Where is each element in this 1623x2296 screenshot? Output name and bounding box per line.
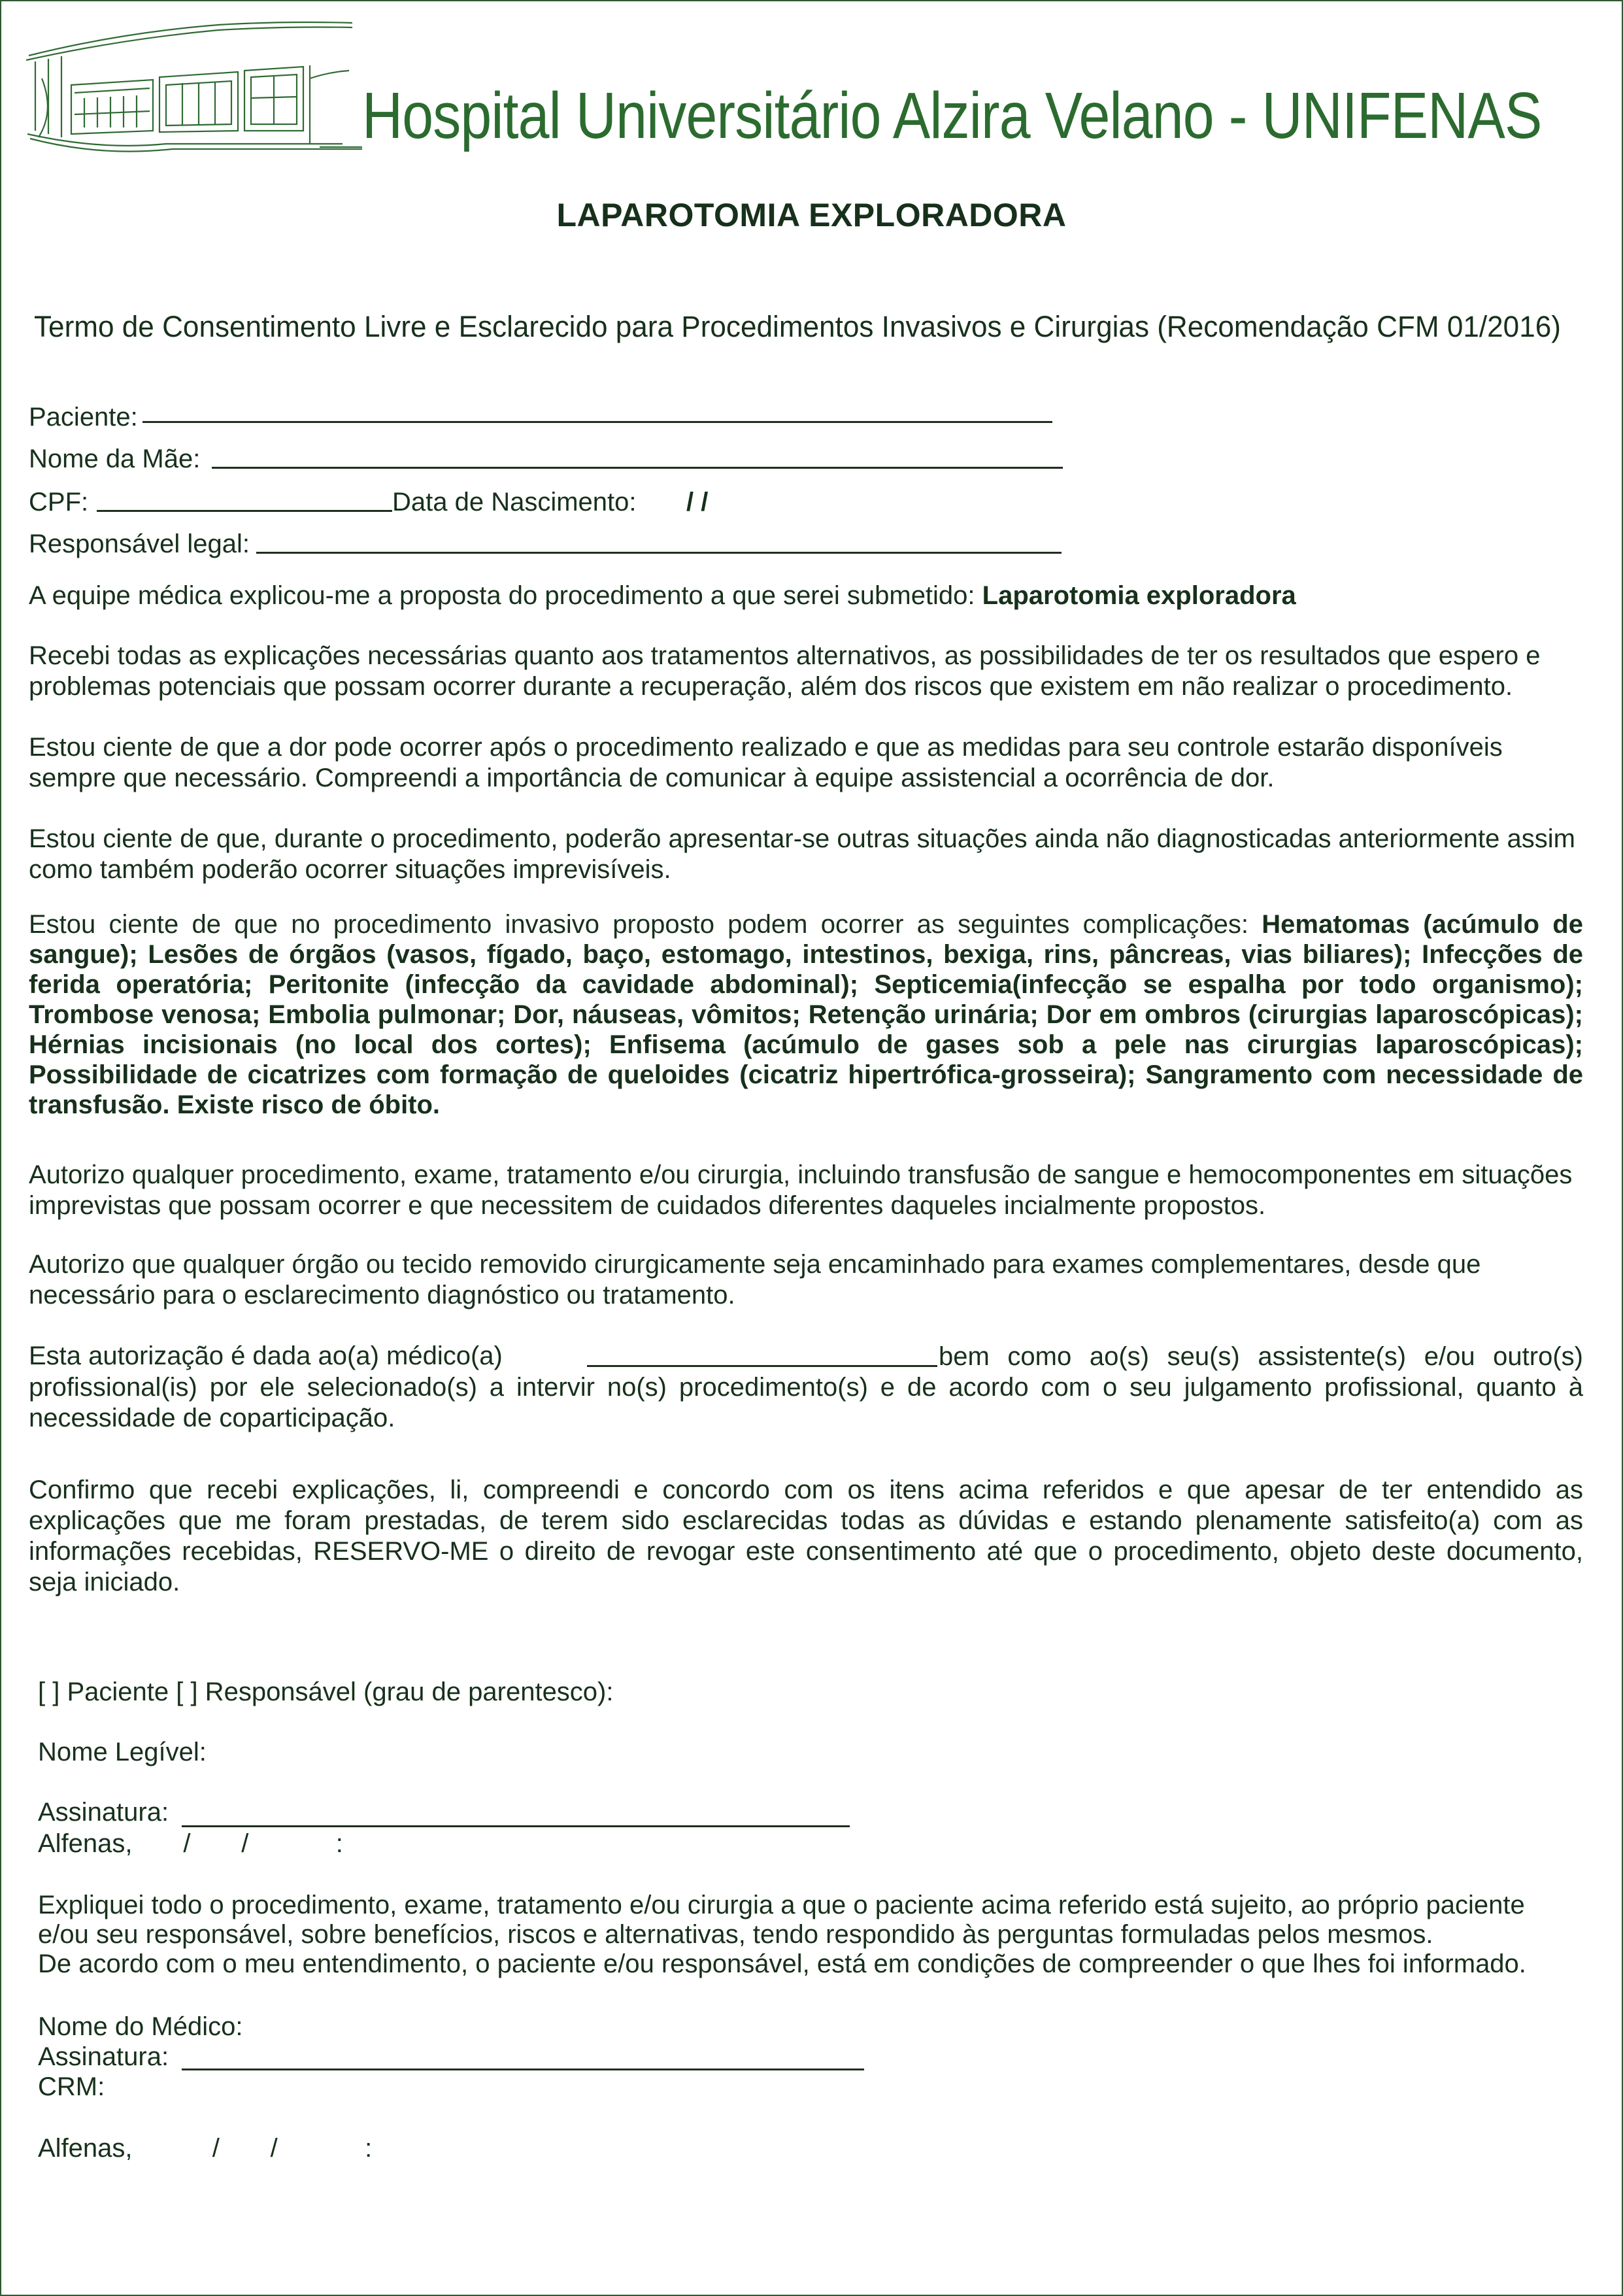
birth-date-slashes[interactable]: / / (686, 488, 709, 516)
pain-paragraph: Estou ciente de que a dor pode ocorrer após o procedimento realizado e que as medidas para seu controle estarão disponíveis sempre que necessário. Compreendi a importância de comunicar à equipe assistencial a ocorrência de dor. (29, 733, 1503, 792)
hospital-building-sketch-icon (22, 20, 362, 157)
hospital-name: Hospital Universitário Alzira Velano - UNIFENAS (362, 79, 1542, 152)
confirmation-paragraph: Confirmo que recebi explicações, li, compreendi e concordo com os itens acima referidos e que apesar de ter entendido as explicações que me foram prestadas, de terem sido esclarecidas todas as dúvidas e estando plenamente satisfeito(a) com as informações recebidas, RESERVO-ME o direito de revogar este consentimento até que o procedimento, objeto deste documento, seja iniciado. (29, 1476, 1583, 1596)
patient-field-line[interactable] (142, 421, 1052, 423)
legal-guardian-label: Responsável legal: (29, 530, 250, 558)
physician-authorization-lead: Esta autorização é dada ao(a) médico(a) (29, 1342, 503, 1370)
complications-paragraph: Estou ciente de que no procedimento invasivo proposto podem ocorrer as seguintes complicações: Hematomas (acúmulo de sangue); Lesões de órgãos (vasos, fígado, baço, estomago, intestinos, bexiga, rins, pâncreas, vias biliares); Infecções de ferida operatória; Peritonite (infecção da cavidade abdominal); Septicemia(infecção se espalha por todo organismo); Trombose venosa; Embolia pulmonar; Dor, náuseas, vômitos; Retenção urinária; Dor em ombros (cirurgias laparoscópicas); Hérnias incisionais (no local dos cortes); Enfisema (acúmulo de gases sob a pele nas cirurgias laparoscópicas); Possibilidade de cicatrizes com formação de queloides (cicatriz hipertrófica-grosseira); Sangramento com necessidade de transfusão. Existe risco de óbito. (29, 910, 1583, 1119)
doctor-place-date[interactable]: Alfenas, / / : (38, 2134, 373, 2163)
crm-label: CRM: (38, 2072, 105, 2101)
unforeseen-situations-paragraph: Estou ciente de que, durante o procedimento, poderão apresentar-se outras situações ainda não diagnosticadas anteriormente assim como também poderão ocorrer situações imprevisíveis. (29, 824, 1575, 884)
cpf-label: CPF: (29, 488, 89, 516)
patient-signature-label: Assinatura: (38, 1798, 169, 1827)
legible-name-label: Nome Legível: (38, 1738, 207, 1766)
doctor-name-label: Nome do Médico: (38, 2012, 243, 2041)
procedure-name: Laparotomia exploradora (982, 581, 1296, 610)
mother-name-field-line[interactable] (212, 467, 1063, 469)
mother-name-label: Nome da Mãe: (29, 445, 201, 473)
doctor-signature-label: Assinatura: (38, 2042, 169, 2071)
document-title: LAPAROTOMIA EXPLORADORA (556, 197, 1067, 233)
birth-date-label: Data de Nascimento: (392, 488, 637, 516)
doctor-statement-line-1: Expliquei todo o procedimento, exame, tratamento e/ou cirurgia a que o paciente acima referido está sujeito, ao próprio paciente (38, 1891, 1525, 1919)
signer-type-checkboxes[interactable]: [ ] Paciente [ ] Responsável (grau de parentesco): (38, 1678, 614, 1706)
doctor-statement-line-2: e/ou seu responsável, sobre benefícios, riscos e alternativas, tendo respondido às perguntas formuladas pelos mesmos. (38, 1920, 1433, 1949)
doctor-signature-line[interactable] (182, 2068, 864, 2070)
physician-authorization-paragraph: bem como ao(s) seu(s) assistente(s) e/ou outro(s) profissional(is) por ele selecionado(s) a intervir no(s) procedimento(s) e de acordo com o seu julgamento profissional, quanto à necessidade de coparticipação. (29, 1342, 1583, 1432)
doctor-statement-line-3: De acordo com o meu entendimento, o paciente e/ou responsável, está em condições de compreender o que lhes foi informado. (38, 1950, 1526, 1978)
explanations-paragraph: Recebi todas as explicações necessárias quanto aos tratamentos alternativos, as possibilidades de ter os resultados que espero e problemas potenciais que possam ocorrer durante a recuperação, além dos riscos que existem em não realizar o procedimento. (29, 641, 1541, 701)
patient-label: Paciente: (29, 403, 138, 431)
legal-guardian-field-line[interactable] (256, 552, 1062, 554)
patient-signature-line[interactable] (182, 1825, 850, 1827)
tissue-exam-paragraph: Autorizo que qualquer órgão ou tecido removido cirurgicamente seja encaminhado para exames complementares, desde que necessário para o esclarecimento diagnóstico ou tratamento. (29, 1250, 1481, 1309)
complications-list: Hematomas (acúmulo de sangue); Lesões de órgãos (vasos, fígado, baço, estomago, intestinos, bexiga, rins, pâncreas, vias biliares); Infecções de ferida operatória; Peritonite (infecção da cavidade abdominal); Septicemia(infecção se espalha por todo organismo); Trombose venosa; Embolia pulmonar; Dor, náuseas, vômitos; Retenção urinária; Dor em ombros (cirurgias laparoscópicas); Hérnias incisionais (no local dos cortes); Enfisema (acúmulo de gases sob a pele nas cirurgias laparoscópicas); Possibilidade de cicatrizes com formação de queloides (cicatriz hipertrófica-grosseira); Sangramento com necessidade de transfusão. Existe risco de óbito. (29, 910, 1583, 1119)
patient-place-date[interactable]: Alfenas, / / : (38, 1829, 343, 1858)
procedure-paragraph: A equipe médica explicou-me a proposta do procedimento a que serei submetido: Laparotomia exploradora (29, 581, 1296, 610)
document-subtitle: Termo de Consentimento Livre e Esclarecido para Procedimentos Invasivos e Cirurgias (Recomendação CFM 01/2016) (34, 310, 1561, 343)
authorization-procedure-paragraph: Autorizo qualquer procedimento, exame, tratamento e/ou cirurgia, incluindo transfusão de sangue e hemocomponentes em situações imprevistas que possam ocorrer e que necessitem de cuidados diferentes daqueles incialmente propostos. (29, 1160, 1573, 1220)
cpf-field-line[interactable] (97, 510, 392, 512)
